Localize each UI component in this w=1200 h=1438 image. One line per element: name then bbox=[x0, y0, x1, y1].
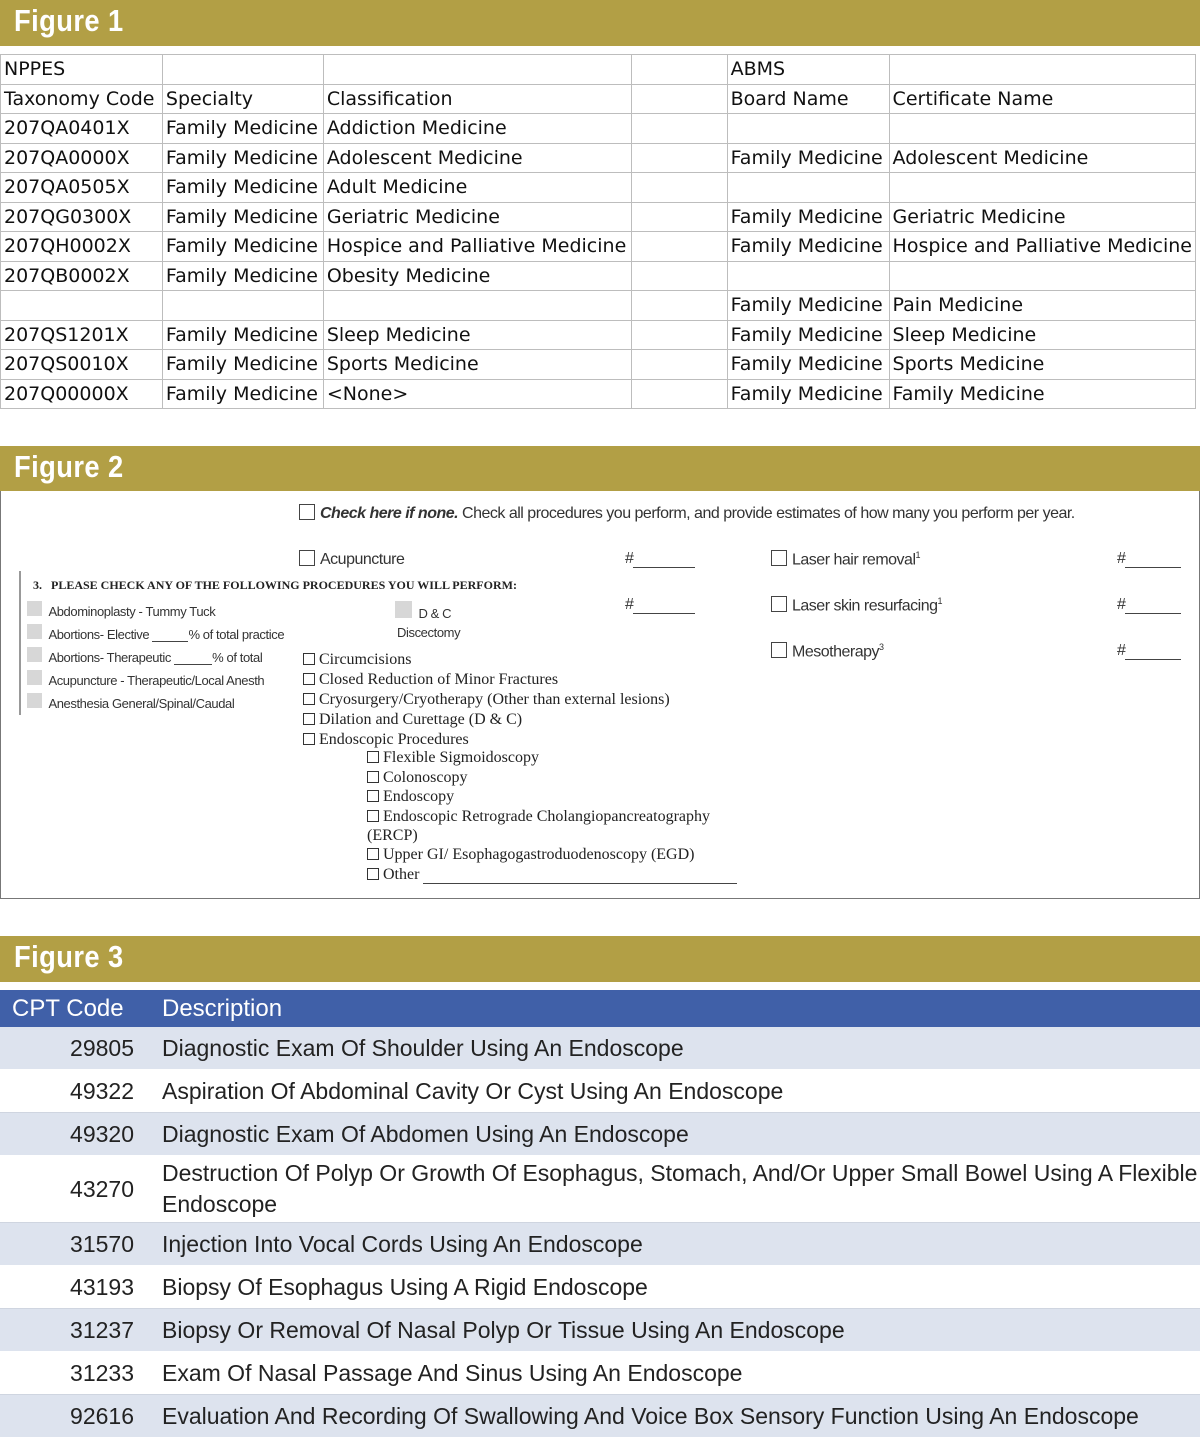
dc-item: D & C bbox=[395, 601, 451, 621]
taxonomy-row bbox=[1, 114, 1196, 144]
cpt-description: Destruction Of Polyp Or Growth Of Esophagus, Stomach, And/Or Upper Small Bowel Using A Flexible Endoscope bbox=[162, 1156, 1200, 1223]
laser-skin-label: Laser skin resurfacing bbox=[792, 597, 938, 615]
taxonomy-cell: 207QS0010X bbox=[1, 350, 163, 380]
figure-2-title: Figure 2 bbox=[14, 449, 124, 484]
cpt-description: Evaluation And Recording Of Swallowing And Voice Box Sensory Function Using An Endoscope bbox=[162, 1395, 1200, 1438]
cpt-row bbox=[0, 1070, 1200, 1113]
egd-checkbox[interactable] bbox=[367, 848, 379, 860]
taxonomy-cell: Sports Medicine bbox=[323, 350, 631, 380]
closed-reduction-checkbox[interactable] bbox=[303, 673, 315, 685]
cpt-code: 31233 bbox=[0, 1352, 162, 1395]
endo-item-3b: (ERCP) bbox=[367, 827, 418, 844]
taxonomy-cell bbox=[631, 379, 727, 409]
taxonomy-cell bbox=[631, 350, 727, 380]
taxonomy-cell: Family Medicine bbox=[162, 350, 323, 380]
endo-item-0: Flexible Sigmoidoscopy bbox=[367, 749, 539, 767]
cpt-code: 29805 bbox=[0, 1027, 162, 1070]
acupuncture-count[interactable]: # bbox=[625, 550, 695, 568]
taxonomy-cell: Hospice and Palliative Medicine bbox=[889, 232, 1195, 262]
laser-hair-label: Laser hair removal bbox=[792, 551, 916, 569]
figure-1-title: Figure 1 bbox=[14, 3, 124, 38]
cpt-row bbox=[0, 1156, 1200, 1223]
taxonomy-cell: Family Medicine bbox=[727, 320, 889, 350]
endo-item-2: Endoscopy bbox=[367, 788, 454, 806]
cpt-code: 49322 bbox=[0, 1070, 162, 1113]
cpt-code: 43193 bbox=[0, 1266, 162, 1309]
taxonomy-cell: Family Medicine bbox=[162, 202, 323, 232]
cpt-code: 31570 bbox=[0, 1223, 162, 1266]
left-item-3: Acupuncture - Therapeutic/Local Anesth bbox=[27, 670, 264, 688]
taxonomy-cell bbox=[631, 320, 727, 350]
acupuncture-therapeutic-checkbox[interactable] bbox=[27, 670, 42, 685]
taxonomy-cell: Family Medicine bbox=[727, 291, 889, 321]
taxonomy-cell bbox=[631, 143, 727, 173]
proc-item-3: Dilation and Curettage (D & C) bbox=[303, 711, 522, 729]
taxonomy-cell: 207QA0401X bbox=[1, 114, 163, 144]
cpt-code: 43270 bbox=[0, 1156, 162, 1223]
taxonomy-cell: Geriatric Medicine bbox=[889, 202, 1195, 232]
cpt-code: 31237 bbox=[0, 1309, 162, 1352]
taxonomy-cell: 207Q00000X bbox=[1, 379, 163, 409]
cpt-description: Exam Of Nasal Passage And Sinus Using An Endoscope bbox=[162, 1352, 1200, 1395]
taxonomy-row bbox=[1, 232, 1196, 262]
figure-2-banner bbox=[0, 446, 1200, 492]
taxonomy-cell: Addiction Medicine bbox=[323, 114, 631, 144]
taxonomy-cell: 207QS1201X bbox=[1, 320, 163, 350]
taxonomy-cell bbox=[631, 261, 727, 291]
taxonomy-row bbox=[1, 202, 1196, 232]
cpt-row bbox=[0, 1223, 1200, 1266]
abortion-elective-checkbox[interactable] bbox=[27, 624, 42, 639]
laser-skin-count[interactable]: # bbox=[1117, 596, 1181, 614]
taxonomy-cell bbox=[162, 55, 323, 85]
cpt-description: Aspiration Of Abdominal Cavity Or Cyst Using An Endoscope bbox=[162, 1070, 1200, 1113]
cpt-row bbox=[0, 1266, 1200, 1309]
taxonomy-row bbox=[1, 84, 1196, 114]
mesotherapy-label: Mesotherapy bbox=[792, 643, 879, 661]
taxonomy-cell: Family Medicine bbox=[727, 350, 889, 380]
acupuncture-row bbox=[299, 550, 404, 569]
taxonomy-row bbox=[1, 379, 1196, 409]
cpt-row bbox=[0, 1309, 1200, 1352]
cpt-row bbox=[0, 1113, 1200, 1156]
taxonomy-cell: Sports Medicine bbox=[889, 350, 1195, 380]
instructions-text: Check all procedures you perform, and provide estimates of how many you perform per year. bbox=[462, 505, 1075, 522]
other-checkbox[interactable] bbox=[367, 868, 379, 880]
taxonomy-cell: Family Medicine bbox=[889, 379, 1195, 409]
cpt-description: Injection Into Vocal Cords Using An Endoscope bbox=[162, 1223, 1200, 1266]
endo-item-1: Colonoscopy bbox=[367, 769, 467, 787]
taxonomy-cell: 207QH0002X bbox=[1, 232, 163, 262]
cpt-row bbox=[0, 1395, 1200, 1438]
cpt-code-header: CPT Code bbox=[0, 990, 162, 1027]
dc-count[interactable]: # bbox=[625, 596, 695, 614]
taxonomy-cell: 207QB0002X bbox=[1, 261, 163, 291]
mesotherapy-checkbox[interactable] bbox=[771, 642, 787, 658]
proc-item-0: Circumcisions bbox=[303, 651, 411, 669]
taxonomy-row bbox=[1, 173, 1196, 203]
left-item-0: Abdominoplasty - Tummy Tuck bbox=[27, 601, 215, 619]
cpt-code: 49320 bbox=[0, 1113, 162, 1156]
taxonomy-cell: 207QA0505X bbox=[1, 173, 163, 203]
taxonomy-cell: Specialty bbox=[162, 84, 323, 114]
cpt-description: Biopsy Or Removal Of Nasal Polyp Or Tissue Using An Endoscope bbox=[162, 1309, 1200, 1352]
taxonomy-cell: Pain Medicine bbox=[889, 291, 1195, 321]
acupuncture-label: Acupuncture bbox=[320, 551, 405, 568]
mesotherapy-count[interactable]: # bbox=[1117, 642, 1181, 660]
cpt-code: 92616 bbox=[0, 1395, 162, 1438]
taxonomy-cell bbox=[323, 55, 631, 85]
cpt-row bbox=[0, 1352, 1200, 1395]
taxonomy-cell: Certificate Name bbox=[889, 84, 1195, 114]
dc-checkbox[interactable] bbox=[395, 601, 412, 618]
cpt-row bbox=[0, 1027, 1200, 1070]
taxonomy-cell bbox=[889, 261, 1195, 291]
laser-hair-row: Laser hair removal$^1$ bbox=[771, 550, 920, 569]
figure-3-banner bbox=[0, 936, 1200, 982]
laser-skin-checkbox[interactable] bbox=[771, 596, 787, 612]
none-checkbox-row bbox=[299, 504, 1075, 523]
taxonomy-cell: Family Medicine bbox=[727, 202, 889, 232]
taxonomy-cell: Adult Medicine bbox=[323, 173, 631, 203]
section-heading: 3. PLEASE CHECK ANY OF THE FOLLOWING PROCEDURES YOU WILL PERFORM: bbox=[33, 578, 517, 592]
cpt-description: Diagnostic Exam Of Shoulder Using An Endoscope bbox=[162, 1027, 1200, 1070]
cpt-description: Diagnostic Exam Of Abdomen Using An Endoscope bbox=[162, 1113, 1200, 1156]
ercp-checkbox[interactable] bbox=[367, 810, 379, 822]
taxonomy-cell bbox=[727, 173, 889, 203]
dilation-curettage-checkbox[interactable] bbox=[303, 713, 315, 725]
circumcisions-checkbox[interactable] bbox=[303, 653, 315, 665]
figure-3-title: Figure 3 bbox=[14, 939, 124, 974]
taxonomy-cell bbox=[631, 291, 727, 321]
abortion-therapeutic-checkbox[interactable] bbox=[27, 647, 42, 662]
procedures-form bbox=[0, 491, 1200, 899]
taxonomy-cell bbox=[631, 114, 727, 144]
taxonomy-cell: Family Medicine bbox=[162, 173, 323, 203]
taxonomy-cell bbox=[631, 84, 727, 114]
taxonomy-cell: Family Medicine bbox=[727, 143, 889, 173]
acupuncture-checkbox[interactable] bbox=[299, 550, 315, 566]
figure-1-banner bbox=[0, 0, 1200, 46]
taxonomy-cell bbox=[889, 173, 1195, 203]
taxonomy-cell: Family Medicine bbox=[162, 232, 323, 262]
taxonomy-cell: Family Medicine bbox=[162, 261, 323, 291]
left-item-2: Abortions- Therapeutic % of total bbox=[27, 647, 262, 665]
taxonomy-cell: Adolescent Medicine bbox=[323, 143, 631, 173]
taxonomy-cell: <None> bbox=[323, 379, 631, 409]
taxonomy-cell bbox=[323, 291, 631, 321]
taxonomy-cell: Taxonomy Code bbox=[1, 84, 163, 114]
taxonomy-cell: Sleep Medicine bbox=[889, 320, 1195, 350]
taxonomy-cell bbox=[631, 173, 727, 203]
taxonomy-cell: Adolescent Medicine bbox=[889, 143, 1195, 173]
taxonomy-cell: Sleep Medicine bbox=[323, 320, 631, 350]
left-item-4: Anesthesia General/Spinal/Caudal bbox=[27, 693, 234, 711]
taxonomy-row bbox=[1, 55, 1196, 85]
proc-item-2: Cryosurgery/Cryotherapy (Other than external lesions) bbox=[303, 691, 670, 709]
description-header: Description bbox=[162, 990, 1200, 1027]
taxonomy-cell: Family Medicine bbox=[162, 143, 323, 173]
endo-item-3: Endoscopic Retrograde Cholangiopancreatography bbox=[367, 808, 710, 826]
other-input[interactable] bbox=[423, 883, 737, 884]
taxonomy-cell bbox=[162, 291, 323, 321]
taxonomy-row bbox=[1, 320, 1196, 350]
taxonomy-cell: Family Medicine bbox=[162, 114, 323, 144]
section-rule bbox=[19, 571, 21, 715]
cryosurgery-checkbox[interactable] bbox=[303, 693, 315, 705]
check-none-checkbox[interactable] bbox=[299, 504, 315, 520]
taxonomy-cell: Family Medicine bbox=[727, 232, 889, 262]
taxonomy-cell: Family Medicine bbox=[162, 379, 323, 409]
endoscopic-procedures-checkbox[interactable] bbox=[303, 733, 315, 745]
endo-item-5: Other bbox=[367, 866, 737, 884]
taxonomy-cell bbox=[727, 114, 889, 144]
cpt-description: Biopsy Of Esophagus Using A Rigid Endoscope bbox=[162, 1266, 1200, 1309]
taxonomy-cell: Family Medicine bbox=[162, 320, 323, 350]
taxonomy-cell: Obesity Medicine bbox=[323, 261, 631, 291]
taxonomy-cell: NPPES bbox=[1, 55, 163, 85]
taxonomy-cell bbox=[889, 55, 1195, 85]
flexible-sigmoidoscopy-checkbox[interactable] bbox=[367, 751, 379, 763]
taxonomy-cell bbox=[889, 114, 1195, 144]
taxonomy-cell bbox=[631, 55, 727, 85]
taxonomy-cell: Classification bbox=[323, 84, 631, 114]
abdominoplasty-checkbox[interactable] bbox=[27, 601, 42, 616]
left-item-1: Abortions- Elective % of total practice bbox=[27, 624, 284, 642]
laser-hair-checkbox[interactable] bbox=[771, 550, 787, 566]
laser-hair-count[interactable]: # bbox=[1117, 550, 1181, 568]
taxonomy-cell: ABMS bbox=[727, 55, 889, 85]
laser-skin-row: Laser skin resurfacing$^1$ bbox=[771, 596, 942, 615]
taxonomy-cell: 207QA0000X bbox=[1, 143, 163, 173]
discectomy-label: Discectomy bbox=[397, 625, 461, 640]
taxonomy-cell: Geriatric Medicine bbox=[323, 202, 631, 232]
taxonomy-cell: Hospice and Palliative Medicine bbox=[323, 232, 631, 262]
check-none-label: Check here if none. bbox=[320, 505, 459, 522]
taxonomy-row bbox=[1, 143, 1196, 173]
taxonomy-row bbox=[1, 291, 1196, 321]
taxonomy-cell bbox=[631, 232, 727, 262]
endo-item-4: Upper GI/ Esophagogastroduodenoscopy (EGD) bbox=[367, 846, 694, 864]
cpt-header-row bbox=[0, 990, 1200, 1027]
taxonomy-cell bbox=[631, 202, 727, 232]
colonoscopy-checkbox[interactable] bbox=[367, 771, 379, 783]
cpt-table bbox=[0, 990, 1200, 1438]
mesotherapy-row: Mesotherapy$^3$ bbox=[771, 642, 884, 661]
taxonomy-row bbox=[1, 350, 1196, 380]
taxonomy-cell: Family Medicine bbox=[727, 379, 889, 409]
proc-item-1: Closed Reduction of Minor Fractures bbox=[303, 671, 558, 689]
taxonomy-cell: Board Name bbox=[727, 84, 889, 114]
anesthesia-checkbox[interactable] bbox=[27, 693, 42, 708]
taxonomy-cell: 207QG0300X bbox=[1, 202, 163, 232]
taxonomy-row bbox=[1, 261, 1196, 291]
endoscopy-checkbox[interactable] bbox=[367, 790, 379, 802]
proc-item-4: Endoscopic Procedures bbox=[303, 731, 469, 749]
taxonomy-cell bbox=[727, 261, 889, 291]
taxonomy-cell bbox=[1, 291, 163, 321]
taxonomy-table bbox=[0, 54, 1196, 409]
